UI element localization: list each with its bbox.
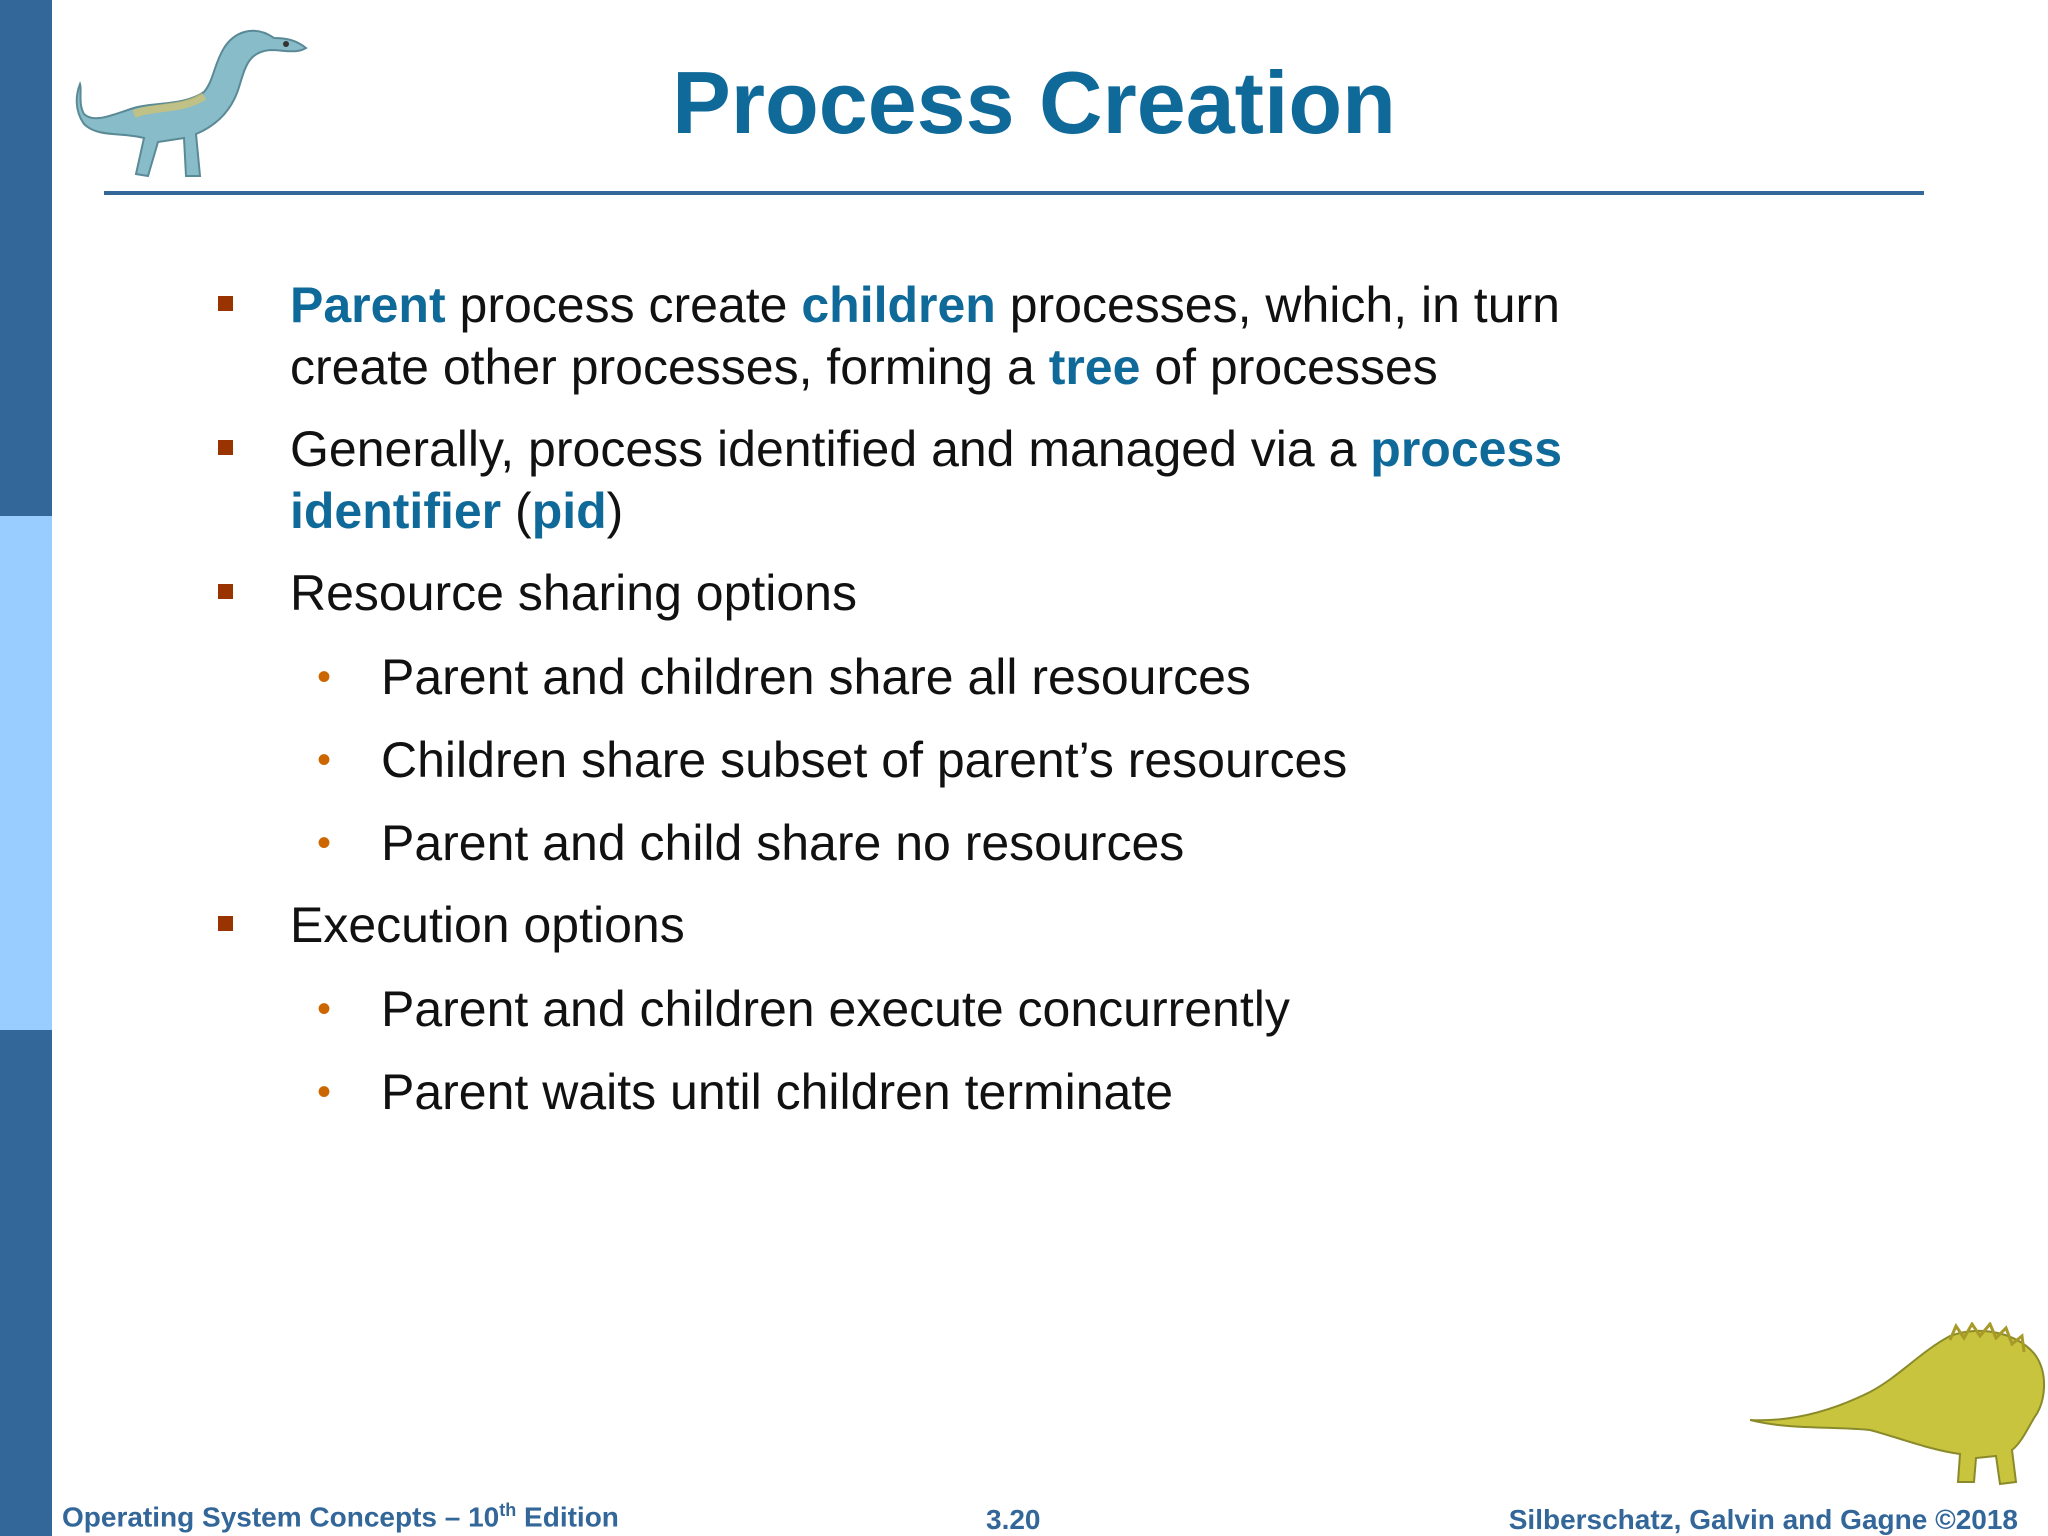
dinosaur-logo-bottom — [1750, 1322, 2048, 1490]
dot-bullet-icon: • — [317, 655, 332, 699]
sidebar-bottom-band — [0, 1030, 52, 1536]
dot-bullet-icon: • — [317, 1070, 332, 1114]
bullet-execution-options — [290, 894, 1670, 956]
book-title-prefix: Operating System Concepts – 10 — [62, 1501, 500, 1533]
footer-page-number: 3.20 — [986, 1504, 1041, 1535]
sub-bullet-text: Parent and child share no resources — [381, 815, 1185, 871]
page-title: Process Creation — [672, 53, 1396, 152]
footer-authors: Silberschatz, Galvin and Gagne ©2018 — [1508, 1504, 2018, 1535]
text-segment: of processes — [1140, 339, 1438, 395]
term-children: children — [801, 277, 996, 333]
sub-bullet-text: Children share subset of parent’s resources — [381, 732, 1348, 788]
title-divider — [104, 191, 1924, 195]
dot-bullet-icon: • — [317, 738, 332, 782]
term-process-identifier: process identifier — [290, 421, 1563, 539]
bullet-process-identifier — [290, 418, 1670, 542]
sub-bullet-concurrent — [317, 978, 1681, 1040]
term-pid: pid — [531, 483, 607, 539]
bullet-text: Resource sharing options — [290, 565, 857, 621]
sub-bullet-text: Parent waits until children terminate — [381, 1064, 1174, 1120]
dot-bullet-icon: • — [317, 821, 332, 865]
book-title-sup: th — [499, 1500, 517, 1520]
text-segment: process create — [445, 277, 802, 333]
footer-book-title — [62, 1500, 619, 1536]
square-bullet-icon — [218, 296, 233, 311]
square-bullet-icon — [218, 916, 233, 931]
text-segment: Generally, process identified and managed via a — [290, 421, 1371, 477]
sub-bullet-share-subset — [317, 729, 1681, 791]
dot-bullet-icon: • — [317, 987, 332, 1031]
text-segment: ) — [606, 483, 624, 539]
square-bullet-icon — [218, 440, 233, 455]
sidebar-middle-band — [0, 516, 52, 1030]
bullet-resource-sharing — [290, 562, 1670, 624]
term-tree: tree — [1048, 339, 1141, 395]
book-title-suffix: Edition — [516, 1501, 619, 1533]
text-segment: ( — [501, 483, 532, 539]
term-parent: Parent — [290, 277, 446, 333]
sub-bullet-text: Parent and children execute concurrently — [381, 981, 1290, 1037]
sub-bullet-wait — [317, 1061, 1681, 1123]
text-segment: processes, which, in turn create other processes, forming a — [290, 277, 1560, 395]
sub-bullet-share-none — [317, 812, 1681, 874]
bullet-parent-process — [290, 274, 1670, 398]
sub-bullet-text: Parent and children share all resources — [381, 649, 1251, 705]
bullet-text: Execution options — [290, 897, 685, 953]
square-bullet-icon — [218, 584, 233, 599]
sub-bullet-share-all — [317, 646, 1681, 708]
